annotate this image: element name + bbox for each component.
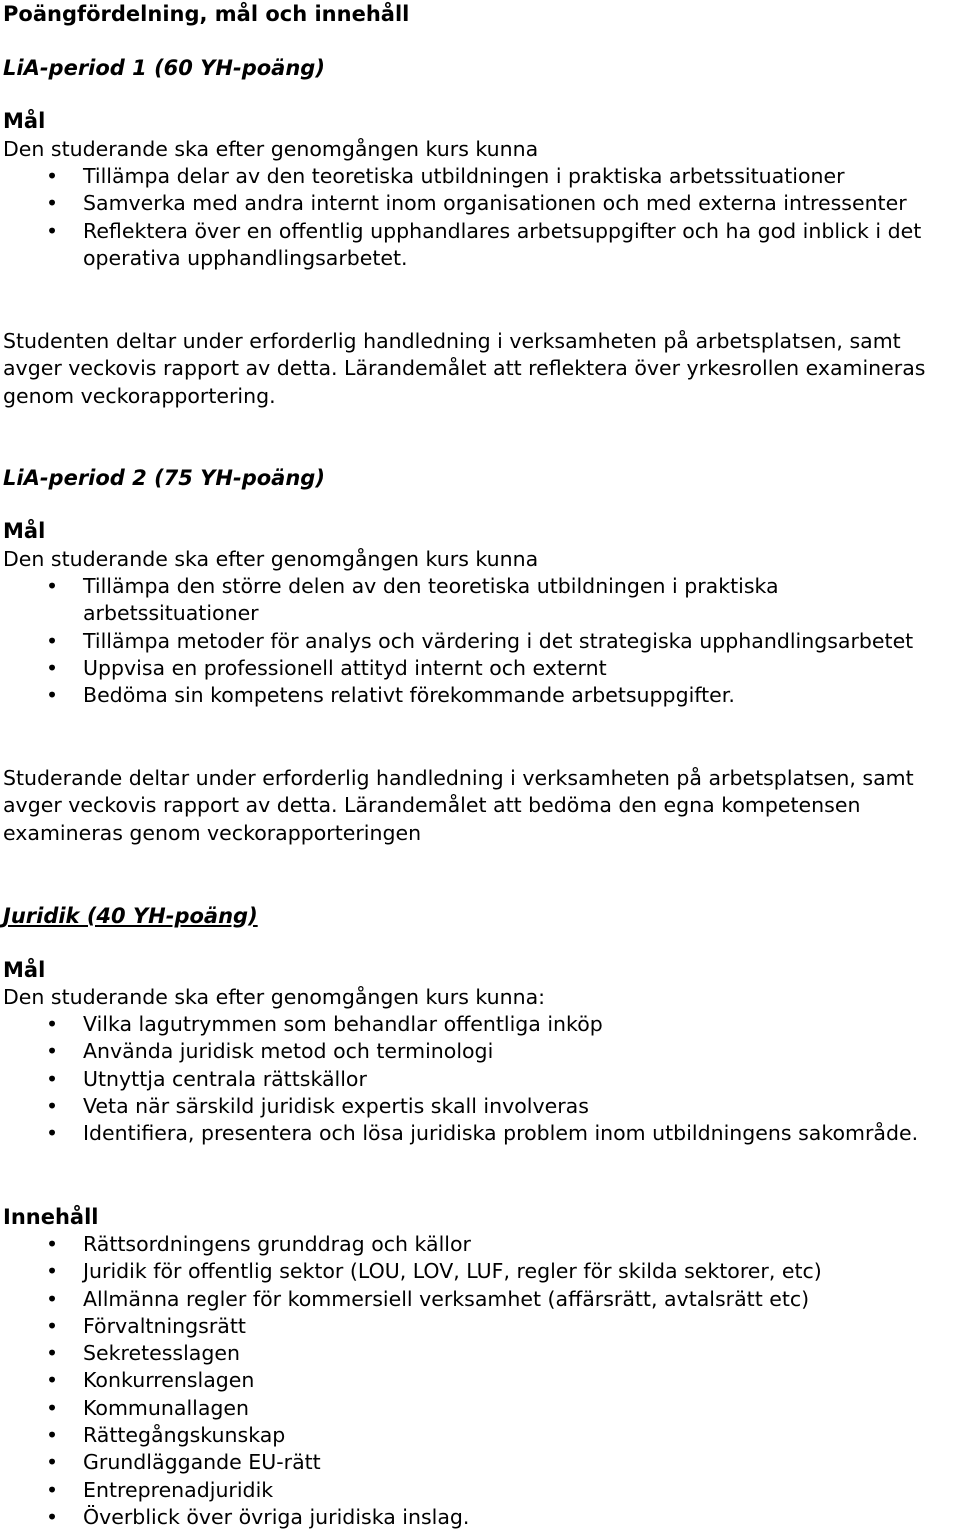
list-item-text: Grundläggande EU-rätt — [83, 1450, 321, 1475]
bullet-icon: • — [45, 1286, 59, 1311]
list-item — [3, 1286, 958, 1313]
list-item-text: Vilka lagutrymmen som behandlar offentliga inköp — [83, 1012, 603, 1036]
list-item-text: Använda juridisk metod och terminologi — [83, 1039, 494, 1064]
bullet-icon: • — [45, 1477, 59, 1502]
bullet-icon: • — [45, 1450, 59, 1475]
list-item-text: Tillämpa metoder för analys och värdering i det strategiska upphandlingsarbetet — [83, 628, 914, 653]
bullet-icon: • — [45, 1504, 59, 1529]
list-item-text: Veta när särskild juridisk expertis skall involveras — [83, 1093, 589, 1118]
lia1-title: LiA-period 1 (60 YH-poäng) — [3, 56, 325, 80]
list-item-text: Samverka med andra internt inom organisationen och med externa intressenter — [83, 191, 907, 216]
list-item-text: Juridik för offentlig sektor (LOU, LOV, LUF, regler för skilda sektorer, etc) — [83, 1259, 822, 1284]
lia2-intro: Den studerande ska efter genomgången kurs kunna — [3, 547, 539, 571]
list-item-text: Identifiera, presentera och lösa juridiska problem inom utbildningens sakområde. — [83, 1121, 919, 1146]
list-item-text: Reflektera över en offentlig upphandlares arbetsuppgifter och ha god inblick i det operativa upphandlingsarbetet. — [83, 218, 922, 270]
page-title: Poängfördelning, mål och innehåll — [3, 2, 410, 26]
list-item — [3, 1340, 958, 1367]
list-item — [3, 1066, 958, 1093]
bullet-icon: • — [45, 164, 59, 188]
juridik-intro: Den studerande ska efter genomgången kurs kunna: — [3, 985, 546, 1009]
bullet-icon: • — [45, 1012, 59, 1036]
list-item-text: Uppvisa en professionell attityd internt och externt — [83, 655, 607, 680]
lia1-goal-list — [3, 163, 958, 272]
bullet-icon: • — [45, 1039, 59, 1064]
bullet-icon: • — [45, 628, 59, 653]
list-item — [3, 1258, 958, 1285]
list-item — [3, 190, 958, 217]
list-item — [3, 1231, 958, 1258]
list-item-text: Sekretesslagen — [83, 1341, 240, 1366]
list-item — [3, 218, 958, 273]
bullet-icon: • — [45, 191, 59, 216]
juridik-goal-list — [3, 1011, 958, 1147]
bullet-icon: • — [45, 574, 59, 598]
lia2-goal-list — [3, 573, 958, 709]
list-item-text: Förvaltningsrätt — [83, 1313, 246, 1338]
list-item-text: Entreprenadjuridik — [83, 1477, 274, 1502]
list-item — [3, 1395, 958, 1422]
list-item-text: Konkurrenslagen — [83, 1368, 255, 1393]
bullet-icon: • — [45, 1259, 59, 1284]
bullet-icon: • — [45, 218, 59, 243]
bullet-icon: • — [45, 1313, 59, 1338]
list-item — [3, 682, 958, 709]
list-item — [3, 628, 958, 655]
lia2-goal-heading: Mål — [3, 519, 46, 543]
list-item — [3, 1313, 958, 1340]
list-item — [3, 1367, 958, 1394]
bullet-icon: • — [45, 1121, 59, 1146]
lia2-paragraph: Studerande deltar under erforderlig handledning i verksamheten på arbetsplatsen, samt avger veckovis rapport av detta. Lärandemålet att bedöma den egna kompetensen examineras genom veckorapporteringen — [3, 766, 914, 845]
list-item-text: Utnyttja centrala rättskällor — [83, 1066, 367, 1091]
bullet-icon: • — [45, 1423, 59, 1448]
list-item-text: Rättsordningens grunddrag och källor — [83, 1232, 471, 1256]
juridik-content-heading: Innehåll — [3, 1205, 99, 1229]
juridik-content-list — [3, 1231, 958, 1531]
list-item-text: Allmänna regler för kommersiell verksamhet (affärsrätt, avtalsrätt etc) — [83, 1286, 810, 1311]
bullet-icon: • — [45, 1395, 59, 1420]
lia1-intro: Den studerande ska efter genomgången kurs kunna — [3, 137, 539, 161]
list-item-text: Bedöma sin kompetens relativt förekommande arbetsuppgifter. — [83, 683, 735, 708]
list-item — [3, 1093, 958, 1120]
list-item-text: Tillämpa delar av den teoretiska utbildningen i praktiska arbetssituationer — [83, 164, 845, 188]
list-item — [3, 1038, 958, 1065]
list-item-text: Tillämpa den större delen av den teoretiska utbildningen i praktiska arbetssituationer — [83, 574, 779, 626]
list-item — [3, 655, 958, 682]
bullet-icon: • — [45, 1066, 59, 1091]
list-item-text: Överblick över övriga juridiska inslag. — [83, 1504, 470, 1529]
juridik-goal-heading: Mål — [3, 958, 46, 982]
list-item — [3, 573, 958, 628]
list-item — [3, 1011, 958, 1038]
bullet-icon: • — [45, 1093, 59, 1118]
list-item-text: Kommunallagen — [83, 1395, 250, 1420]
bullet-icon: • — [45, 655, 59, 680]
bullet-icon: • — [45, 1341, 59, 1366]
lia1-goal-heading: Mål — [3, 109, 46, 133]
lia2-title: LiA-period 2 (75 YH-poäng) — [3, 466, 325, 490]
list-item — [3, 1504, 958, 1531]
list-item — [3, 1120, 958, 1147]
bullet-icon: • — [45, 1232, 59, 1256]
juridik-title: Juridik (40 YH-poäng) — [3, 904, 258, 928]
list-item — [3, 1477, 958, 1504]
list-item — [3, 1422, 958, 1449]
list-item-text: Rättegångskunskap — [83, 1423, 286, 1448]
list-item — [3, 1449, 958, 1476]
list-item — [3, 163, 958, 190]
bullet-icon: • — [45, 683, 59, 708]
lia1-paragraph: Studenten deltar under erforderlig handledning i verksamheten på arbetsplatsen, samt avger veckovis rapport av detta. Lärandemålet att reflektera över yrkesrollen examineras genom veckorapportering. — [3, 329, 926, 408]
bullet-icon: • — [45, 1368, 59, 1393]
